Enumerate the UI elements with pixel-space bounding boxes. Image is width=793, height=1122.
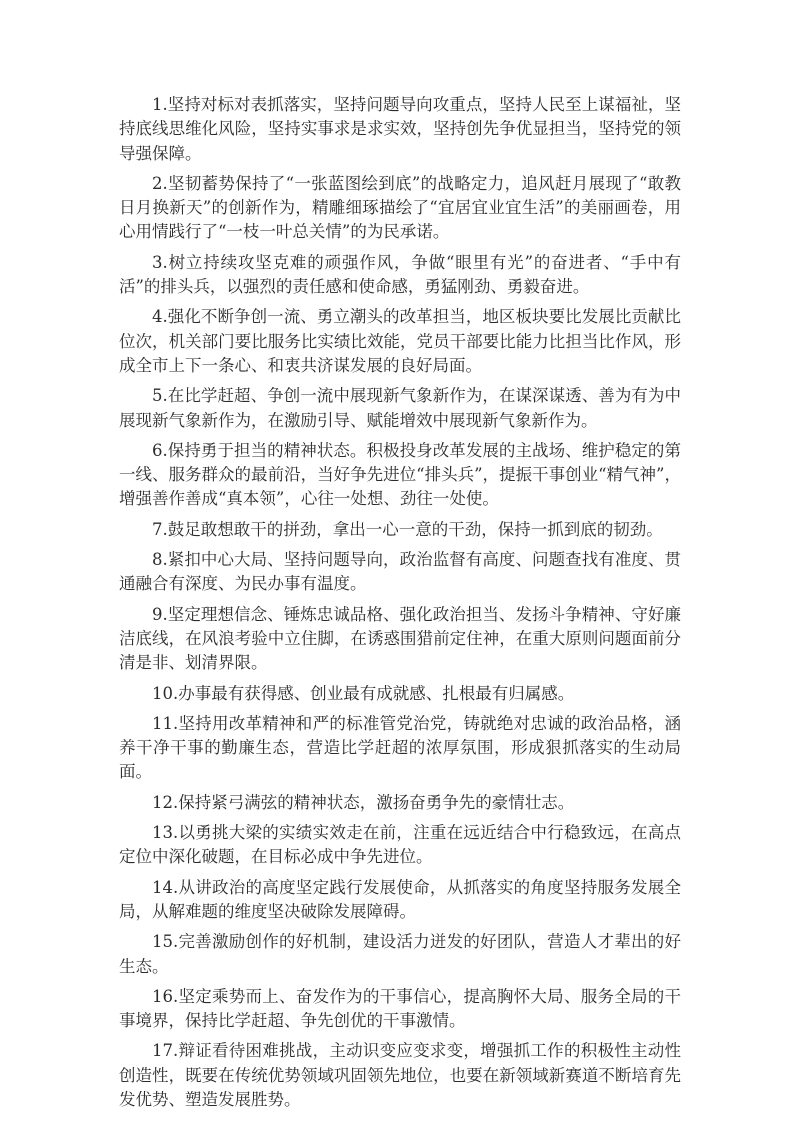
paragraph-11: 11.坚持用改革精神和严的标准管党治党，铸就绝对忠诚的政治品格，涵养干净干事的勤廉生态，营造比学赶超的浓厚氛围，形成狠抓落实的生动局面。	[119, 713, 681, 782]
paragraph-14: 14.从讲政治的高度坚定践行发展使命，从抓落实的角度坚持服务发展全局，从解难题的维度坚决破除发展障碍。	[119, 877, 681, 921]
paragraph-17: 17.辩证看待困难挑战，主动识变应变求变，增强抓工作的积极性主动性创造性，既要在传统优势领域巩固领先地位，也要在新领域新赛道不断培育先发优势、塑造发展胜势。	[119, 1041, 681, 1109]
paragraph-10: 10.办事最有获得感、创业最有成就感、扎根最有归属感。	[152, 683, 575, 703]
paragraph-5: 5.在比学赶超、争创一流中展现新气象新作为，在谋深谋透、善为有为中展现新气象新作为，在激励引导、赋能增效中展现新气象新作为。	[119, 386, 681, 430]
paragraph-4: 4.强化不断争创一流、勇立潮头的改革担当，地区板块要比发展比贡献比位次，机关部门要比服务比实绩比效能，党员干部要比能力比担当比作风，形成全市上下一条心、和衷共济谋发展的良好局面。	[119, 307, 681, 375]
paragraph-1: 1.坚持对标对表抓落实，坚持问题导向攻重点，坚持人民至上谋福祉，坚持底线思维化风险，坚持实事求是求实效，坚持创先争优显担当，坚持党的领导强保障。	[119, 95, 681, 163]
paragraph-2: 2.坚韧蓄势保持了“一张蓝图绘到底”的战略定力，追风赶月展现了“敢教日月换新天”的创新作为，精雕细琢描绘了“宜居宜业宜生活”的美丽画卷，用心用情践行了“一枝一叶总关情”的为民承诺。	[119, 173, 681, 242]
document-page	[119, 93, 681, 1118]
paragraph-3: 3.树立持续攻坚克难的顽强作风，争做“眼里有光”的奋进者、“手中有活”的排头兵，以强烈的责任感和使命感，勇猛刚劲、勇毅奋进。	[119, 252, 681, 297]
paragraph-12: 12.保持紧弓满弦的精神状态，激扬奋勇争先的豪情壮志。	[152, 792, 575, 812]
paragraph-13: 13.以勇挑大梁的实绩实效走在前，注重在远近结合中行稳致远，在高点定位中深化破题，在目标必成中争先进位。	[119, 823, 681, 867]
paragraph-6: 6.保持勇于担当的精神状态。积极投身改革发展的主战场、维护稳定的第一线、服务群众的最前沿，当好争先进位“排头兵”，提振干事创业“精气神”，增强善作善成“真本领”，心往一处想、劲往一处使。	[119, 440, 681, 509]
paragraph-7: 7.鼓足敢想敢干的拼劲，拿出一心一意的干劲，保持一抓到底的韧劲。	[152, 519, 663, 539]
paragraph-9: 9.坚定理想信念、锤炼忠诚品格、强化政治担当、发扬斗争精神、守好廉洁底线，在风浪考验中立住脚，在诱惑围猎前定住神，在重大原则问题面前分清是非、划清界限。	[119, 604, 681, 673]
paragraph-16: 16.坚定乘势而上、奋发作为的干事信心，提高胸怀大局、服务全局的干事境界，保持比学赶超、争先创优的干事激情。	[119, 986, 681, 1031]
paragraph-15: 15.完善激励创作的好机制，建设活力迸发的好团队，营造人才辈出的好生态。	[119, 932, 681, 976]
paragraph-8: 8.紧扣中心大局、坚持问题导向，政治监督有高度、问题查找有准度、贯通融合有深度、为民办事有温度。	[119, 550, 681, 594]
